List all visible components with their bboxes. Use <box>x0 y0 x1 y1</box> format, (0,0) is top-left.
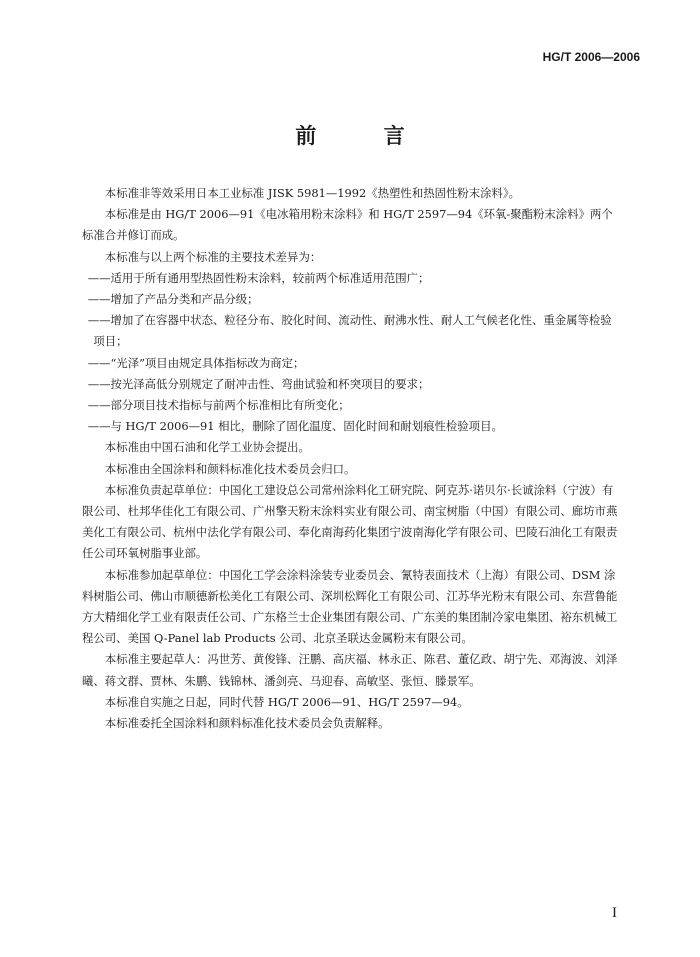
list-item: ——按光泽高低分别规定了耐冲击性、弯曲试验和杯突项目的要求； <box>87 376 430 391</box>
paragraph: 本标准参加起草单位：中国化工学会涂料涂装专业委员会、氰特表面技术（上海）有限公司、DSM 涂料树脂公司、佛山市顺德新松美化工有限公司、深圳松辉化工有限公司、江苏华光粉末有限公司、东营鲁能方大精细化学工业有限责任公司、广东格兰士企业集团有限公司、广东美的集团制冷家电集团、裕东机械工程公司、美国 Q-Panel lab Products 公司、北京圣联达金属粉末有限公司。 <box>82 567 618 646</box>
paragraph: 本标准由中国石油和化学工业协会提出。 <box>104 440 310 455</box>
paragraph: 本标准主要起草人：冯世芳、黄俊锋、汪鹏、高庆福、林永正、陈君、董亿政、胡宁先、邓海波、刘泽曦、蒋文群、贾林、朱鹏、钱锦林、潘剑亮、马迎春、高敏坚、张恒、滕景军。 <box>82 652 618 688</box>
page-number: I <box>612 905 617 921</box>
list-item: ——适用于所有通用型热固性粉末涂料，较前两个标准适用范围广； <box>87 270 430 285</box>
page-title: 前 言 <box>295 124 435 148</box>
paragraph: 本标准负责起草单位：中国化工建设总公司常州涂料化工研究院、阿克苏·诺贝尔·长诚涂料（宁波）有限公司、杜邦华佳化工有限公司、广州擎天粉末涂料实业有限公司、南宝树脂（中国）有限公司、廊坊市燕美化工有限公司、杭州中法化学有限公司、奉化南海药化集团宁波南海化学有限公司、巴陵石油化工有限责任公司环氧树脂事业部。 <box>82 482 618 561</box>
list-item: ——增加了产品分类和产品分级； <box>87 292 259 307</box>
paragraph: 本标准与以上两个标准的主要技术差异为： <box>104 249 322 264</box>
paragraph: 本标准委托全国涂料和颜料标准化技术委员会负责解释。 <box>104 716 390 731</box>
paragraph: 本标准由全国涂料和颜料标准化技术委员会归口。 <box>104 461 356 476</box>
list-item: ——“光泽”项目由规定具体指标改为商定； <box>87 355 305 370</box>
paragraph: 本标准非等效采用日本工业标准 JISK 5981—1992《热塑性和热固性粉末涂料》。 <box>104 186 521 200</box>
list-item: ——部分项目技术指标与前两个标准相比有所变化； <box>87 398 350 413</box>
standard-code: HG/T 2006—2006 <box>542 50 640 64</box>
list-item: ——增加了在容器中状态、粒径分布、胶化时间、流动性、耐沸水性、耐人工气候老化性、重金属等检验项目； <box>87 313 612 349</box>
paragraph: 本标准是由 HG/T 2006—91《电冰箱用粉末涂料》和 HG/T 2597—94《环氧-聚酯粉末涂料》两个标准合并修订而成。 <box>82 207 613 243</box>
list-item: ——与 HG/T 2006—91 相比，删除了固化温度、固化时间和耐划痕性检验项目。 <box>87 419 503 434</box>
foreword-body <box>82 183 622 734</box>
paragraph: 本标准自实施之日起，同时代替 HG/T 2006—91、HG/T 2597—94。 <box>104 694 469 709</box>
